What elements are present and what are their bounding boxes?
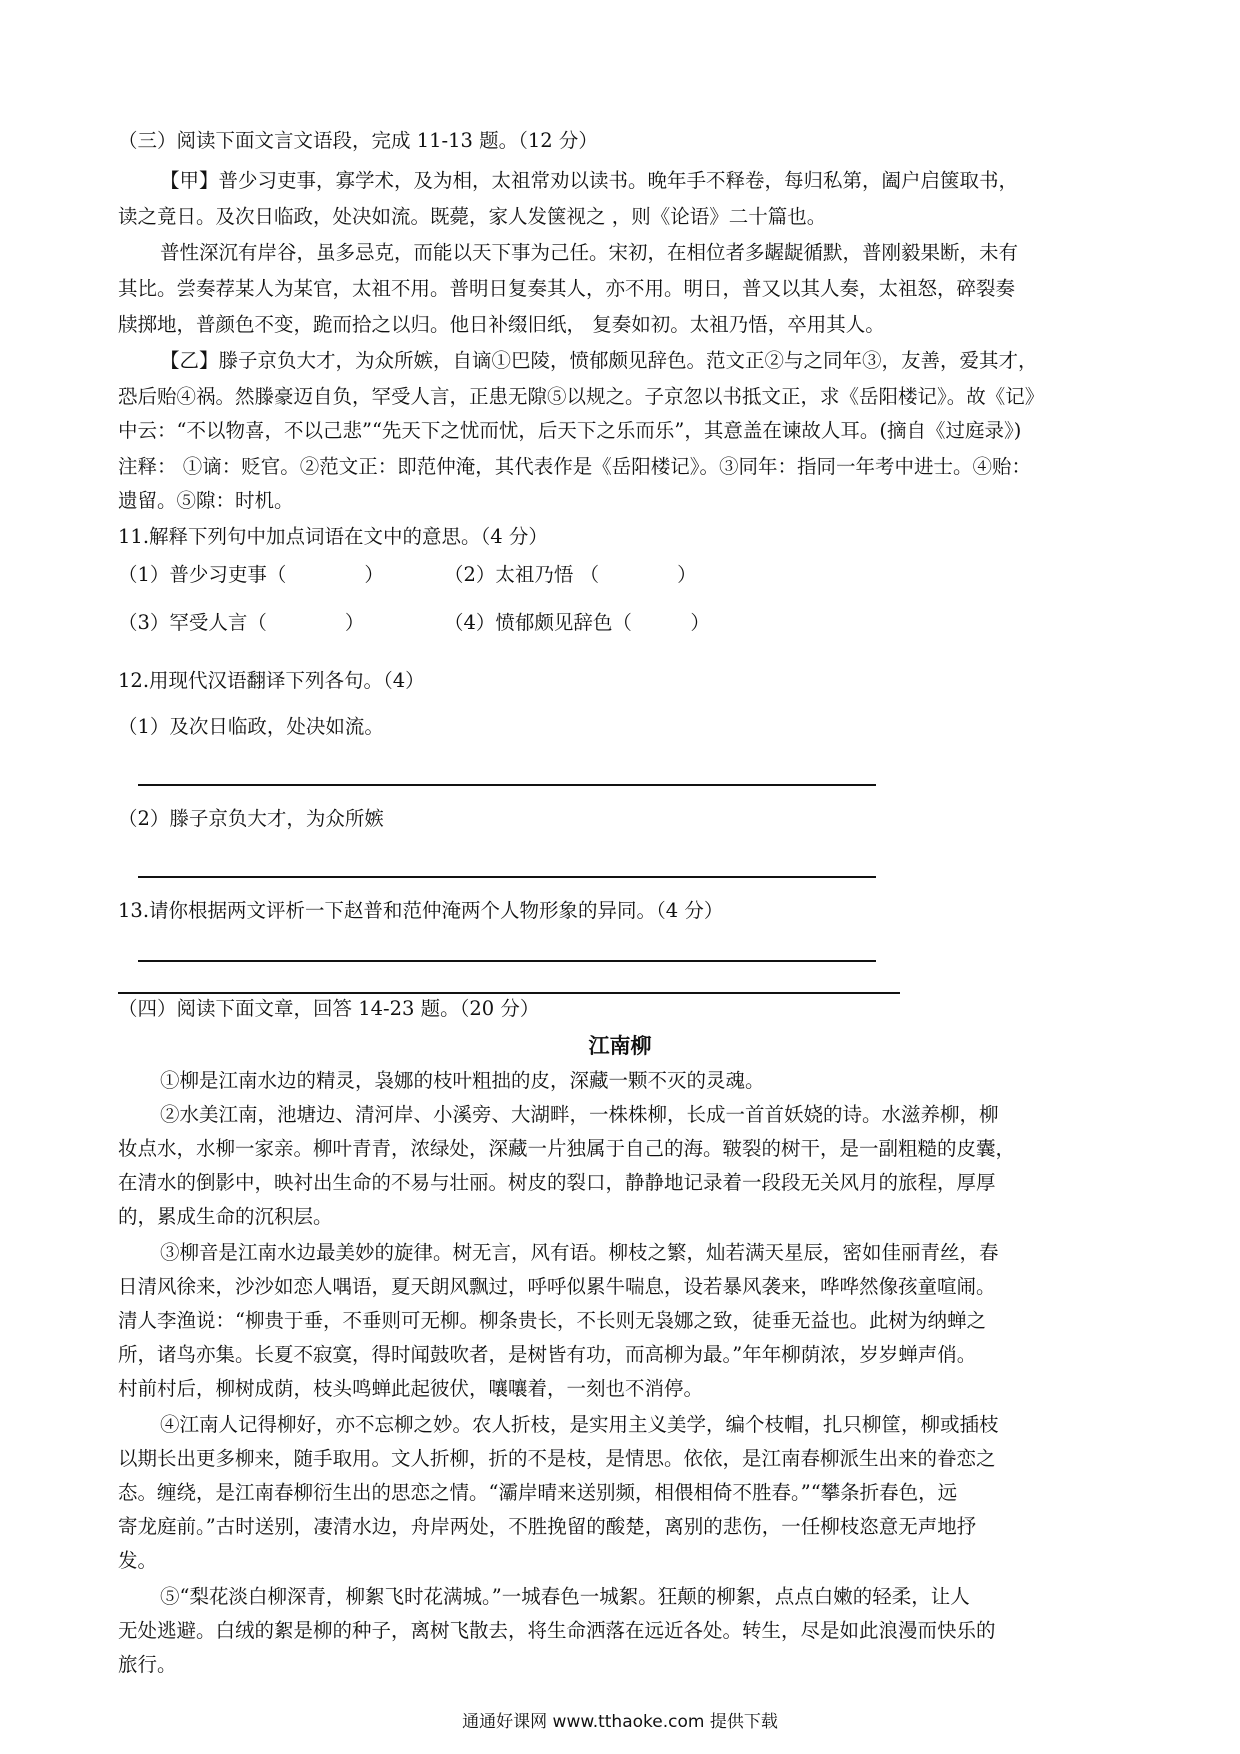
jia-line: 其比。尝奏荐某人为某官，太祖不用。普明日复奏其人，亦不用。明日，普又以其人奏，太祖怒，碎裂奏 [118, 277, 1016, 300]
jia-line: 【甲】普少习吏事，寡学术，及为相，太祖常劝以读书。晚年手不释卷，每归私第，阖户启箧取书， [160, 169, 1019, 192]
paragraph-line: 的，累成生命的沉积层。 [118, 1205, 333, 1228]
paragraph-line: 在清水的倒影中，映衬出生命的不易与壮丽。树皮的裂口，静静地记录着一段段无关风月的旅程，厚厚 [118, 1171, 996, 1194]
paragraph-line: ⑤“梨花淡白柳深青，柳絮飞时花满城。”一城春色一城絮。狂颠的柳絮，点点白嫩的轻柔，让人 [160, 1585, 970, 1608]
q13-stem: 13.请你根据两文评析一下赵普和范仲淹两个人物形象的异同。（4 分） [118, 899, 724, 922]
answer-line[interactable] [118, 992, 900, 994]
jia-line: 普性深沉有岸谷，虽多忌克，而能以天下事为己任。宋初，在相位者多龌龊循默，普刚毅果断，未有 [160, 241, 1019, 264]
q11-item-2[interactable]: （2）太祖乃悟 （ ） [444, 563, 697, 586]
paragraph-line: 寄龙庭前。”古时送别，凄清水边，舟岸两处，不胜挽留的酸楚，离别的悲伤，一任柳枝恣意无声地抒 [118, 1515, 977, 1538]
paragraph-line: 无处逃避。白绒的絮是柳的种子，离树飞散去，将生命洒落在远近各处。转生，尽是如此浪漫而快乐的 [118, 1619, 996, 1642]
paragraph-line: 所，诸鸟亦集。长夏不寂寞，得时闻鼓吹者，是树皆有功，而高柳为最。”年年柳荫浓，岁岁蝉声俏。 [118, 1343, 977, 1366]
paragraph-line: 村前村后，柳树成荫，枝头鸣蝉此起彼伏，嚷嚷着，一刻也不消停。 [118, 1377, 704, 1400]
paragraph-line: 妆点水，水柳一家亲。柳叶青青，浓绿处，深藏一片独属于自己的海。皲裂的树干，是一副粗糙的皮囊， [118, 1137, 1016, 1160]
section3-header: （三）阅读下面文言文语段，完成 11-13 题。（12 分） [118, 129, 598, 152]
answer-line[interactable] [138, 784, 876, 786]
yi-line: 中云：“不以物喜，不以己悲”“先天下之忧而忧，后天下之乐而乐”，其意盖在谏故人耳。(摘自《过庭录》) [118, 419, 1022, 442]
q12-stem: 12.用现代汉语翻译下列各句。（4） [118, 669, 425, 692]
paragraph-line: 旅行。 [118, 1653, 177, 1676]
note-line: 遗留。⑤隙：时机。 [118, 489, 294, 512]
note-line: 注释： ①谪：贬官。②范文正：即范仲淹，其代表作是《岳阳楼记》。③同年：指同一年考中进士。④贻： [118, 455, 1031, 478]
q12-sentence-1: （1）及次日临政，处决如流。 [118, 715, 384, 738]
paragraph-line: ④江南人记得柳好，亦不忘柳之妙。农人折枝，是实用主义美学，编个枝帽，扎只柳筐，柳或插枝 [160, 1413, 999, 1436]
q11-stem: 11.解释下列句中加点词语在文中的意思。（4 分） [118, 525, 548, 548]
article-title: 江南柳 [588, 1033, 652, 1058]
yi-line: 【乙】滕子京负大才，为众所嫉，自谪①巴陵，愤郁颇见辞色。范文正②与之同年③，友善，爱其才， [160, 349, 1038, 372]
answer-line[interactable] [138, 960, 876, 962]
q11-item-1[interactable]: （1）普少习吏事（ ） [118, 563, 384, 586]
q11-item-4[interactable]: （4）愤郁颇见辞色（ ） [444, 611, 710, 634]
section4-header: （四）阅读下面文章，回答 14-23 题。（20 分） [118, 997, 540, 1020]
page-footer: 通通好课网 www.tthaoke.com 提供下载 [462, 1712, 778, 1732]
paragraph-line: ③柳音是江南水边最美妙的旋律。树无言，风有语。柳枝之繁，灿若满天星辰，密如佳丽青丝，春 [160, 1241, 999, 1264]
paragraph-line: 日清风徐来，沙沙如恋人喁语，夏天朗风飘过，呼呼似累牛喘息，设若暴风袭来，哗哗然像孩童喧闹。 [118, 1275, 996, 1298]
paragraph-line: ①柳是江南水边的精灵，袅娜的枝叶粗拙的皮，深藏一颗不灭的灵魂。 [160, 1069, 765, 1092]
jia-line: 牍掷地，普颜色不变，跪而拾之以归。他日补缀旧纸， 复奏如初。太祖乃悟，卒用其人。 [118, 313, 885, 336]
answer-line[interactable] [138, 876, 876, 878]
jia-line: 读之竟日。及次日临政，处决如流。既薨，家人发箧视之 ，则《论语》二十篇也。 [118, 205, 827, 228]
q12-sentence-2: （2）滕子京负大才，为众所嫉 [118, 807, 384, 830]
paragraph-line: 清人李渔说：“柳贵于垂，不垂则可无柳。柳条贵长，不长则无袅娜之致，徒垂无益也。此树为纳蝉之 [118, 1309, 986, 1332]
q11-item-3[interactable]: （3）罕受人言（ ） [118, 611, 365, 634]
paragraph-line: 发。 [118, 1549, 158, 1572]
paragraph-line: 以期长出更多柳来，随手取用。文人折柳，折的不是枝，是情思。依依，是江南春柳派生出来的眷恋之 [118, 1447, 996, 1470]
yi-line: 恐后贻④祸。然滕豪迈自负，罕受人言，正患无隙⑤以规之。子京忽以书抵文正，求《岳阳楼记》。故《记》 [118, 385, 1045, 408]
paragraph-line: ②水美江南，池塘边、清河岸、小溪旁、大湖畔，一株株柳，长成一首首妖娆的诗。水滋养柳，柳 [160, 1103, 999, 1126]
paragraph-line: 态。缠绕，是江南春柳衍生出的思恋之情。“灞岸晴来送别频，相偎相倚不胜春。”“攀条折春色，远 [118, 1481, 958, 1504]
